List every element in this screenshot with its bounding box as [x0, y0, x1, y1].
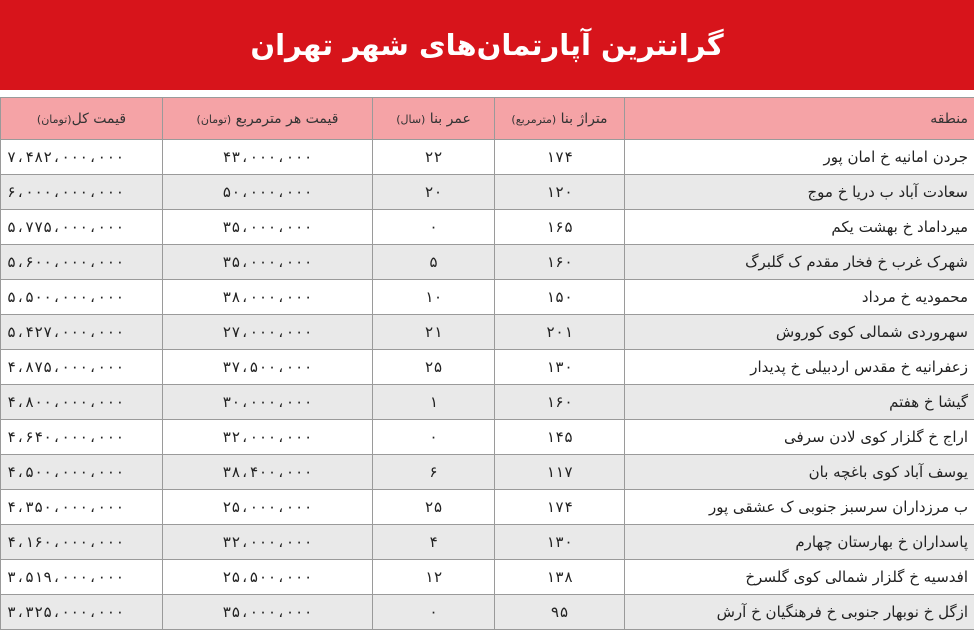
cell-total: ۴،۱۶۰،۰۰۰،۰۰۰	[1, 525, 163, 560]
cell-region: شهرک غرب خ فخار مقدم ک گلبرگ	[625, 245, 974, 280]
cell-age: ۶	[373, 455, 495, 490]
cell-region: افدسیه خ گلزار شمالی کوی گلسرخ	[625, 560, 974, 595]
header-size: متراژ بنا (مترمربع)	[495, 98, 625, 140]
cell-total: ۵،۶۰۰،۰۰۰،۰۰۰	[1, 245, 163, 280]
cell-price-per-sqm: ۳۲،۰۰۰،۰۰۰	[163, 525, 373, 560]
table-row	[1, 560, 974, 595]
cell-total: ۳،۵۱۹،۰۰۰،۰۰۰	[1, 560, 163, 595]
header-region: منطقه	[625, 98, 974, 140]
cell-price-per-sqm: ۲۷،۰۰۰،۰۰۰	[163, 315, 373, 350]
header-total-price: قیمت کل(تومان)	[1, 98, 163, 140]
cell-size: ۱۶۰	[495, 245, 625, 280]
cell-size: ۱۶۰	[495, 385, 625, 420]
table-row	[1, 315, 974, 350]
cell-region: سهروردی شمالی کوی کوروش	[625, 315, 974, 350]
cell-age: ۵	[373, 245, 495, 280]
cell-region: ازگل خ نوبهار جنوبی خ فرهنگیان خ آرش	[625, 595, 974, 630]
cell-region: یوسف آباد کوی باغچه بان	[625, 455, 974, 490]
cell-size: ۱۳۸	[495, 560, 625, 595]
table-row	[1, 245, 974, 280]
cell-total: ۵،۴۲۷،۰۰۰،۰۰۰	[1, 315, 163, 350]
cell-price-per-sqm: ۳۵،۰۰۰،۰۰۰	[163, 210, 373, 245]
cell-region: جردن امانیه خ امان پور	[625, 140, 974, 175]
cell-age: ۰	[373, 210, 495, 245]
cell-age: ۱۲	[373, 560, 495, 595]
cell-age: ۲۰	[373, 175, 495, 210]
table-row	[1, 525, 974, 560]
cell-size: ۹۵	[495, 595, 625, 630]
cell-price-per-sqm: ۴۳،۰۰۰،۰۰۰	[163, 140, 373, 175]
table-row	[1, 490, 974, 525]
apartments-table	[0, 97, 974, 630]
cell-price-per-sqm: ۳۵،۰۰۰،۰۰۰	[163, 595, 373, 630]
cell-age: ۱	[373, 385, 495, 420]
table-row	[1, 175, 974, 210]
cell-total: ۳،۳۲۵،۰۰۰،۰۰۰	[1, 595, 163, 630]
cell-size: ۱۴۵	[495, 420, 625, 455]
cell-total: ۴،۶۴۰،۰۰۰،۰۰۰	[1, 420, 163, 455]
table-row	[1, 385, 974, 420]
cell-total: ۵،۷۷۵،۰۰۰،۰۰۰	[1, 210, 163, 245]
cell-region: پاسداران خ بهارستان چهارم	[625, 525, 974, 560]
cell-price-per-sqm: ۳۵،۰۰۰،۰۰۰	[163, 245, 373, 280]
page-title: گرانترین آپارتمان‌های شهر تهران	[250, 28, 724, 62]
cell-size: ۲۰۱	[495, 315, 625, 350]
cell-size: ۱۲۰	[495, 175, 625, 210]
table-row	[1, 210, 974, 245]
cell-size: ۱۷۴	[495, 140, 625, 175]
cell-region: زعفرانیه خ مقدس اردبیلی خ پدیدار	[625, 350, 974, 385]
table-row	[1, 595, 974, 630]
cell-size: ۱۶۵	[495, 210, 625, 245]
cell-total: ۴،۸۰۰،۰۰۰،۰۰۰	[1, 385, 163, 420]
table-row	[1, 420, 974, 455]
title-bar	[0, 0, 974, 90]
cell-age: ۲۱	[373, 315, 495, 350]
cell-total: ۴،۵۰۰،۰۰۰،۰۰۰	[1, 455, 163, 490]
cell-region: سعادت آباد ب دریا خ موج	[625, 175, 974, 210]
table-row	[1, 455, 974, 490]
header-price-per-sqm: قیمت هر مترمربع (تومان)	[163, 98, 373, 140]
table-header-row	[1, 98, 974, 140]
cell-price-per-sqm: ۳۸،۴۰۰،۰۰۰	[163, 455, 373, 490]
cell-size: ۱۷۴	[495, 490, 625, 525]
table-row	[1, 280, 974, 315]
cell-age: ۴	[373, 525, 495, 560]
cell-region: محمودیه خ مرداد	[625, 280, 974, 315]
cell-total: ۵،۵۰۰،۰۰۰،۰۰۰	[1, 280, 163, 315]
cell-age: ۱۰	[373, 280, 495, 315]
cell-region: اراج خ گلزار کوی لادن سرفی	[625, 420, 974, 455]
table-row	[1, 140, 974, 175]
header-age: عمر بنا (سال)	[373, 98, 495, 140]
cell-price-per-sqm: ۳۲،۰۰۰،۰۰۰	[163, 420, 373, 455]
table-row	[1, 350, 974, 385]
cell-age: ۲۲	[373, 140, 495, 175]
cell-size: ۱۵۰	[495, 280, 625, 315]
cell-age: ۲۵	[373, 490, 495, 525]
cell-total: ۴،۸۷۵،۰۰۰،۰۰۰	[1, 350, 163, 385]
cell-region: میرداماد خ بهشت یکم	[625, 210, 974, 245]
cell-region: ب مرزداران سرسبز جنوبی ک عشقی پور	[625, 490, 974, 525]
cell-price-per-sqm: ۳۰،۰۰۰،۰۰۰	[163, 385, 373, 420]
cell-price-per-sqm: ۳۸،۰۰۰،۰۰۰	[163, 280, 373, 315]
cell-age: ۰	[373, 420, 495, 455]
cell-total: ۷،۴۸۲،۰۰۰،۰۰۰	[1, 140, 163, 175]
cell-price-per-sqm: ۳۷،۵۰۰،۰۰۰	[163, 350, 373, 385]
cell-total: ۴،۳۵۰،۰۰۰،۰۰۰	[1, 490, 163, 525]
cell-size: ۱۱۷	[495, 455, 625, 490]
cell-age: ۲۵	[373, 350, 495, 385]
cell-price-per-sqm: ۲۵،۵۰۰،۰۰۰	[163, 560, 373, 595]
cell-size: ۱۳۰	[495, 350, 625, 385]
cell-region: گیشا خ هفتم	[625, 385, 974, 420]
cell-price-per-sqm: ۵۰،۰۰۰،۰۰۰	[163, 175, 373, 210]
cell-age: ۰	[373, 595, 495, 630]
cell-price-per-sqm: ۲۵،۰۰۰،۰۰۰	[163, 490, 373, 525]
cell-size: ۱۳۰	[495, 525, 625, 560]
cell-total: ۶،۰۰۰،۰۰۰،۰۰۰	[1, 175, 163, 210]
